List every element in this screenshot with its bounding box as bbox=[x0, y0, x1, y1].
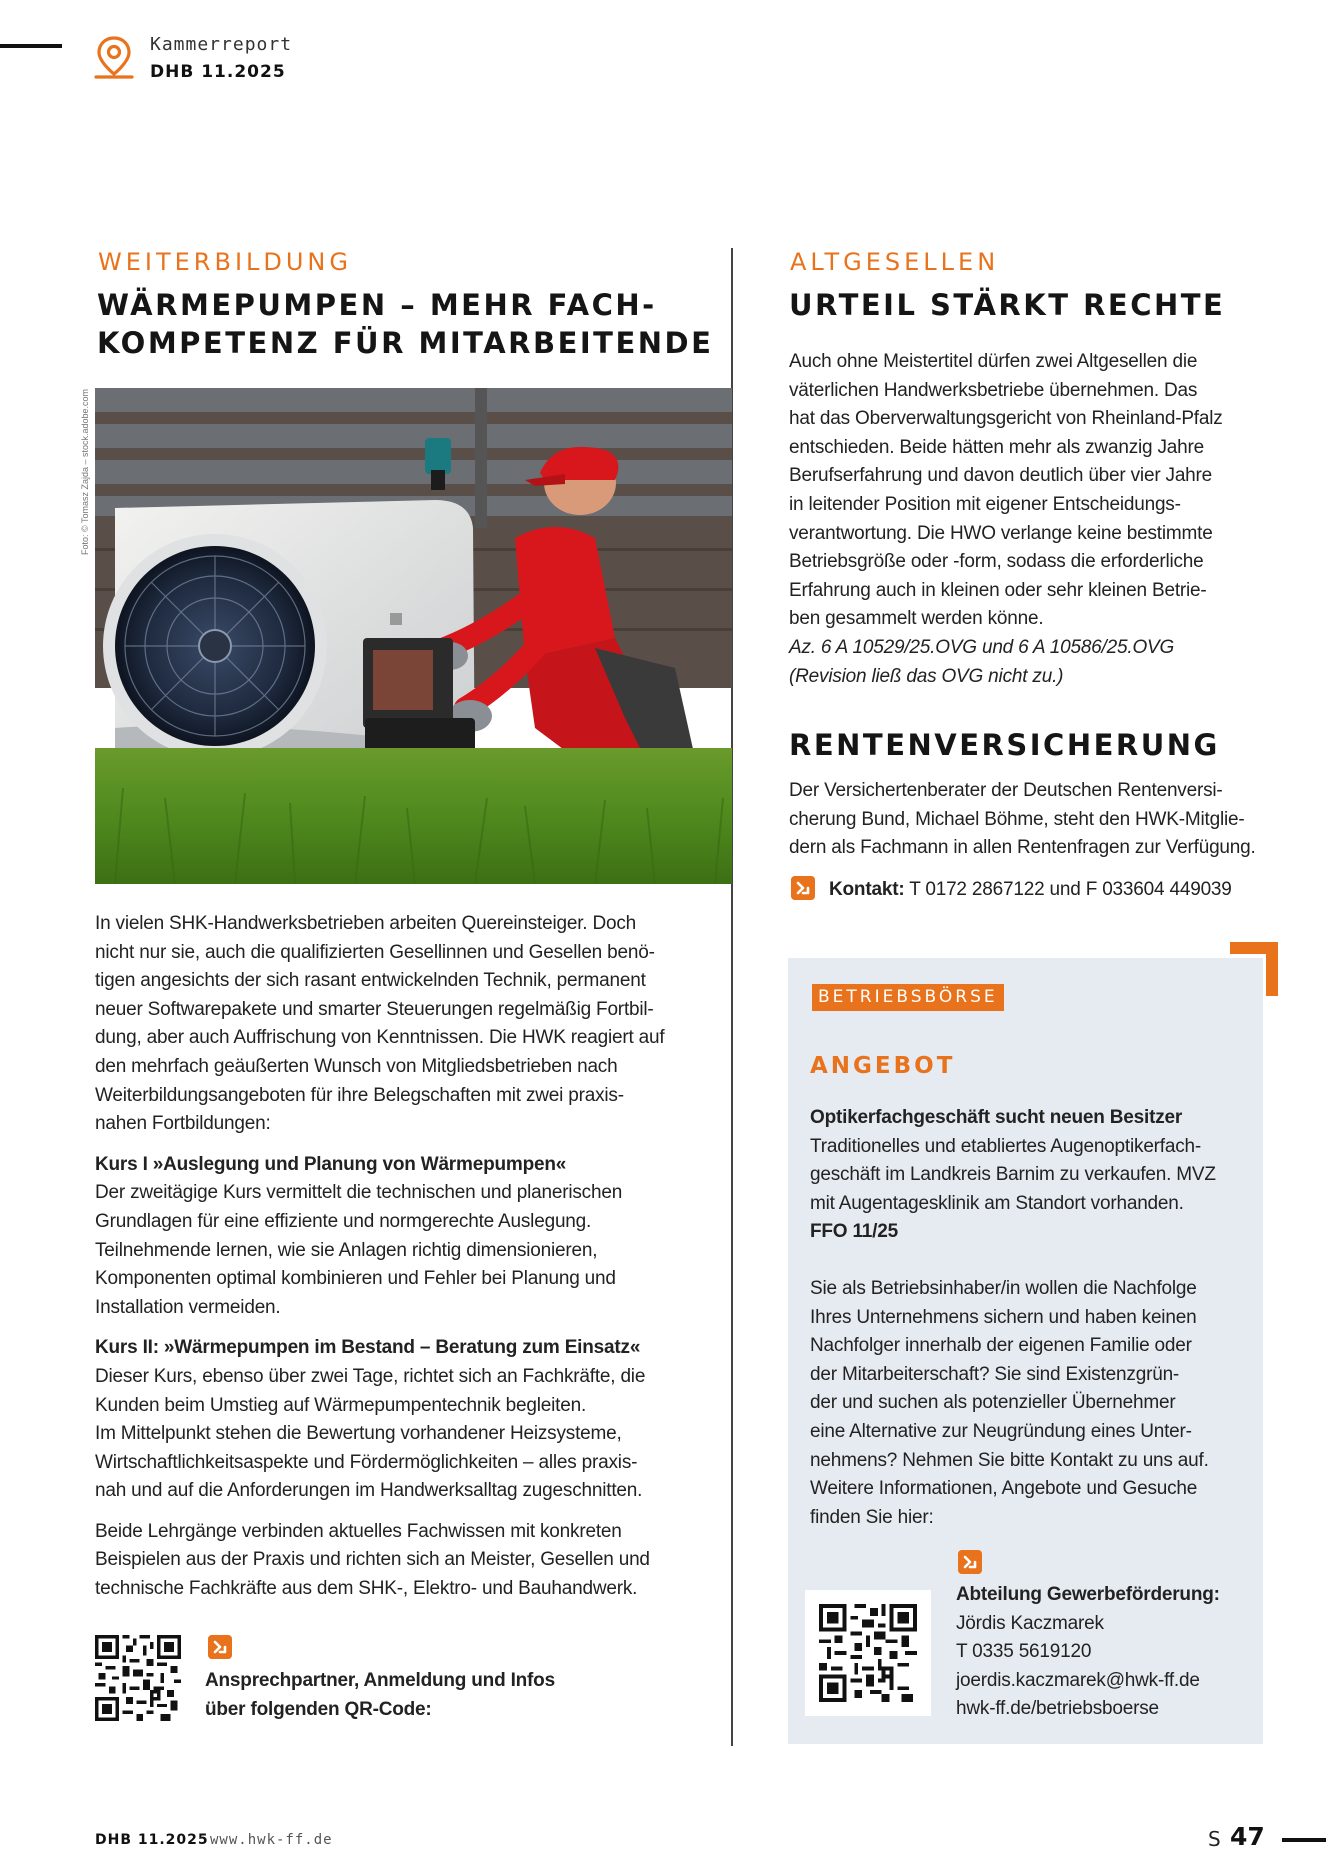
text-line: Installation vermeiden. bbox=[95, 1296, 281, 1318]
left-headline bbox=[97, 286, 713, 362]
right-headline: URTEIL STÄRKT RECHTE bbox=[789, 288, 1226, 322]
contact-block bbox=[956, 1581, 1256, 1724]
footer-page-number: 47 bbox=[1230, 1822, 1265, 1851]
text-line: nah und auf die Anforderungen im Handwerksalltag zugeschnitten. bbox=[95, 1480, 643, 1502]
qr-code[interactable] bbox=[819, 1604, 917, 1702]
arrow-right-icon bbox=[958, 1550, 982, 1574]
text-line: technische Fachkräfte aus dem SHK-, Elektro- und Bauhandwerk. bbox=[95, 1578, 638, 1600]
header-rule bbox=[0, 44, 62, 48]
text-line: Traditionelles und etabliertes Augenoptikerfach- bbox=[810, 1135, 1202, 1157]
qr-code[interactable] bbox=[95, 1635, 181, 1721]
offer-code: FFO 11/25 bbox=[810, 1221, 898, 1243]
text-line: Wirtschaftlichkeitsaspekte und Fördermöglichkeiten – alles praxis- bbox=[95, 1451, 638, 1473]
text-line: Berufserfahrung und davon deutlich über vier Jahre bbox=[789, 465, 1213, 487]
text-line: Beispielen aus der Praxis und richten sich an Meister, Gesellen und bbox=[95, 1549, 650, 1571]
text-line: der Mitarbeiterschaft? Sie sind Existenzgrün- bbox=[810, 1363, 1180, 1385]
text-line: den mehrfach geäußerten Wunsch von Mitgliedsbetrieben nach bbox=[95, 1055, 618, 1077]
text-line: Dieser Kurs, ebenso über zwei Tage, richtet sich an Fachkräfte, die bbox=[95, 1365, 646, 1387]
kurs2-paragraph bbox=[95, 1334, 715, 1506]
text-line: Ihres Unternehmens sichern und haben keinen bbox=[810, 1306, 1197, 1328]
photo-credit-text: Foto: © Tomasz Zajda – stock.adobe.com bbox=[80, 388, 90, 555]
text-line: Ansprechpartner, Anmeldung und Infos bbox=[205, 1670, 555, 1691]
text-line: Teilnehmende lernen, wie sie Anlagen richtig dimensionieren, bbox=[95, 1239, 598, 1261]
angebot-heading: ANGEBOT bbox=[810, 1053, 956, 1079]
text-line: geschäft im Landkreis Barnim zu verkaufen. MVZ bbox=[810, 1164, 1216, 1186]
header-section: Kammerreport bbox=[150, 34, 293, 55]
text-line: Erfahrung auch in kleinen oder sehr kleinen Betrie- bbox=[789, 579, 1207, 601]
text-line: ben gesammelt werden könne. bbox=[789, 608, 1044, 630]
kurs1-title: Kurs I »Auslegung und Planung von Wärmepumpen« bbox=[95, 1153, 567, 1175]
text-line: tigen angesichts der sich rasant entwickelnden Technik, permanent bbox=[95, 970, 646, 992]
left-headline-line: KOMPETENZ FÜR MITARBEITENDE bbox=[97, 326, 714, 360]
text-line: Betriebsgröße oder -form, sodass die erforderliche bbox=[789, 551, 1204, 573]
text-line: Weiterbildungsangeboten für ihre Belegschaften mit zwei praxis- bbox=[95, 1084, 624, 1106]
contact-person: Jördis Kaczmarek bbox=[956, 1612, 1104, 1634]
qr-contact-label bbox=[205, 1667, 605, 1724]
contact-department: Abteilung Gewerbeförderung: bbox=[956, 1584, 1220, 1605]
altgesellen-body bbox=[789, 348, 1289, 691]
rente-contact bbox=[829, 876, 1309, 905]
text-line: finden Sie hier: bbox=[810, 1506, 934, 1528]
text-line: verantwortung. Die HWO verlange keine bestimmte bbox=[789, 522, 1213, 544]
text-line: Auch ohne Meistertitel dürfen zwei Altgesellen die bbox=[789, 351, 1198, 372]
text-line: väterlichen Handwerksbetriebe übernehmen. Das bbox=[789, 379, 1198, 401]
footer-rule bbox=[1282, 1838, 1326, 1842]
left-headline-line: WÄRMEPUMPEN – MEHR FACH- bbox=[97, 288, 657, 322]
arrow-right-icon bbox=[791, 876, 815, 900]
closing-paragraph bbox=[95, 1518, 715, 1604]
text-line: Im Mittelpunkt stehen die Bewertung vorhandener Heizsysteme, bbox=[95, 1423, 622, 1445]
text-line: nehmens? Nehmen Sie bitte Kontakt zu uns auf. bbox=[810, 1449, 1209, 1471]
rente-body bbox=[789, 777, 1299, 863]
location-pin-icon bbox=[92, 34, 136, 80]
offer-title: Optikerfachgeschäft sucht neuen Besitzer bbox=[810, 1107, 1183, 1128]
left-kicker: WEITERBILDUNG bbox=[98, 248, 352, 276]
footer-page-prefix: S bbox=[1208, 1827, 1221, 1851]
text-line: entschieden. Beide hätten mehr als zwanzig Jahre bbox=[789, 436, 1204, 458]
contact-email[interactable]: joerdis.kaczmarek@hwk-ff.de bbox=[956, 1669, 1200, 1691]
text-line: nicht nur sie, auch die qualifizierten Gesellinnen und Gesellen benö- bbox=[95, 941, 655, 963]
info-body bbox=[810, 1275, 1260, 1532]
text-line: dern als Fachmann in allen Rentenfragen zur Verfügung. bbox=[789, 837, 1256, 859]
kurs1-paragraph bbox=[95, 1151, 715, 1323]
text-line: In vielen SHK-Handwerksbetrieben arbeiten Quereinsteiger. Doch bbox=[95, 913, 637, 934]
text-line: über folgenden QR-Code: bbox=[205, 1698, 432, 1720]
text-line: Der Versichertenberater der Deutschen Rentenversi- bbox=[789, 780, 1223, 801]
heat-pump-photo bbox=[95, 388, 732, 884]
case-note: (Revision ließ das OVG nicht zu.) bbox=[789, 665, 1064, 687]
text-line: eine Alternative zur Neugründung eines Unter- bbox=[810, 1420, 1192, 1442]
contact-url[interactable]: hwk-ff.de/betriebsboerse bbox=[956, 1698, 1159, 1720]
text-line: Grundlagen für eine effiziente und normgerechte Auslegung. bbox=[95, 1210, 592, 1232]
text-line: neuer Softwarepakete und smarter Steuerungen regelmäßig Fortbil- bbox=[95, 998, 654, 1020]
left-article-body bbox=[95, 910, 715, 1616]
arrow-right-icon bbox=[208, 1635, 232, 1659]
rente-headline: RENTENVERSICHERUNG bbox=[789, 728, 1220, 762]
betriebsboerse-badge: BETRIEBSBÖRSE bbox=[812, 984, 1004, 1011]
header-issue: DHB 11.2025 bbox=[150, 62, 286, 82]
text-line: mit Augentagesklinik am Standort vorhanden. bbox=[810, 1192, 1184, 1214]
footer-issue: DHB 11.2025 bbox=[95, 1832, 209, 1848]
text-line: Kunden beim Umstieg auf Wärmepumpentechnik begleiten. bbox=[95, 1394, 587, 1416]
qr-code-container bbox=[805, 1590, 931, 1716]
text-line: dung, aber auch Auffrischung von Kenntnissen. Die HWK reagiert auf bbox=[95, 1027, 665, 1049]
intro-paragraph bbox=[95, 910, 715, 1139]
text-line: cherung Bund, Michael Böhme, steht den HWK-Mitglie- bbox=[789, 808, 1245, 830]
text-line: Komponenten optimal kombinieren und Fehler bei Planung und bbox=[95, 1268, 616, 1290]
text-line: Beide Lehrgänge verbinden aktuelles Fachwissen mit konkreten bbox=[95, 1520, 622, 1542]
rente-contact-value: T 0172 2867122 und F 033604 449039 bbox=[904, 879, 1232, 900]
footer-url[interactable]: www.hwk-ff.de bbox=[210, 1832, 333, 1848]
contact-phone: T 0335 5619120 bbox=[956, 1641, 1092, 1663]
text-line: Sie als Betriebsinhaber/in wollen die Nachfolge bbox=[810, 1278, 1197, 1299]
text-line: in leitender Position mit eigener Entscheidungs- bbox=[789, 493, 1181, 515]
text-line: nahen Fortbildungen: bbox=[95, 1113, 271, 1135]
case-reference: Az. 6 A 10529/25.OVG und 6 A 10586/25.OVG bbox=[789, 636, 1175, 658]
offer-body bbox=[810, 1104, 1260, 1247]
text-line: Weitere Informationen, Angebote und Gesuche bbox=[810, 1478, 1198, 1500]
right-kicker: ALTGESELLEN bbox=[790, 248, 1000, 276]
rente-contact-label: Kontakt: bbox=[829, 879, 905, 900]
text-line: Der zweitägige Kurs vermittelt die technischen und planerischen bbox=[95, 1182, 623, 1204]
text-line: Nachfolger innerhalb der eigenen Familie oder bbox=[810, 1335, 1192, 1357]
box-corner-accent bbox=[1230, 942, 1278, 996]
text-line: hat das Oberverwaltungsgericht von Rheinland-Pfalz bbox=[789, 408, 1223, 430]
text-line: der und suchen als potenzieller Übernehmer bbox=[810, 1392, 1176, 1414]
kurs2-title: Kurs II: »Wärmepumpen im Bestand – Beratung zum Einsatz« bbox=[95, 1337, 641, 1359]
